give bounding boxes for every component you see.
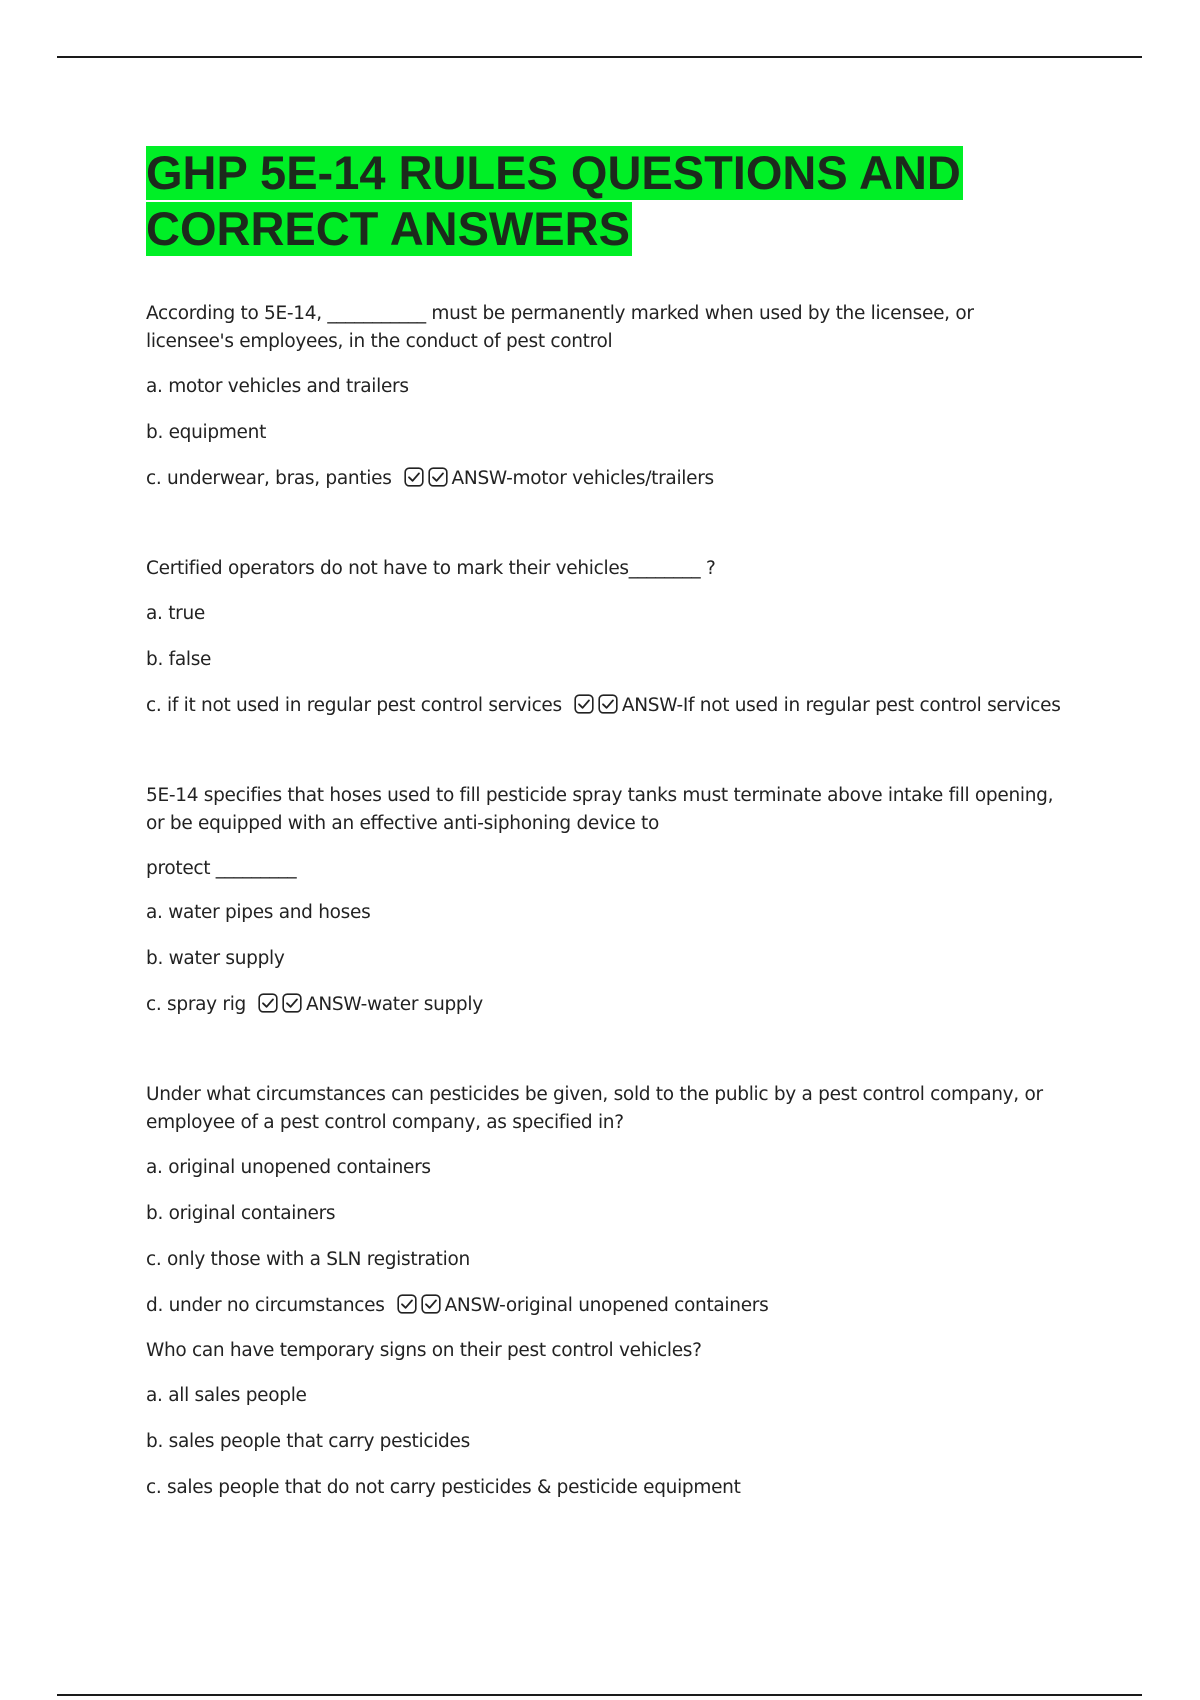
option-d-with-answer (146, 1292, 1066, 1320)
option-c-with-answer (146, 465, 1066, 493)
option-c-with-answer (146, 692, 1066, 720)
answer-checks (574, 695, 622, 716)
option-b: b. sales people that carry pesticides (146, 1431, 470, 1452)
checkbox-checked-icon (258, 993, 278, 1013)
question-text: 5E-14 specifies that hoses used to fill pesticide spray tanks must terminate above intake fill opening, or be equipped with an effective anti-siphoning device to (146, 785, 1054, 834)
option-a: a. all sales people (146, 1385, 307, 1406)
spacer (146, 720, 1066, 782)
option-c: c. if it not used in regular pest control services (146, 695, 562, 716)
option-a: a. motor vehicles and trailers (146, 376, 409, 397)
spacer (146, 493, 1066, 555)
option-b: b. equipment (146, 422, 267, 443)
top-rule (57, 56, 1142, 58)
option-b: b. original containers (146, 1203, 336, 1224)
question-text: Under what circumstances can pesticides be given, sold to the public by a pest control company, or employee of a pest control company, as specified in? (146, 1084, 1043, 1133)
checkbox-checked-icon (421, 1294, 441, 1314)
spacer (146, 1019, 1066, 1081)
checkbox-checked-icon (397, 1294, 417, 1314)
answer-text: ANSW-motor vehicles/trailers (451, 468, 714, 489)
checkbox-checked-icon (282, 993, 302, 1013)
title-highlight: GHP 5E-14 RULES QUESTIONS AND CORRECT ANSWERS (146, 146, 961, 255)
answer-text: ANSW-original unopened containers (444, 1295, 769, 1316)
checkbox-checked-icon (404, 467, 424, 487)
document-body (146, 300, 1066, 1520)
bottom-rule (57, 1694, 1142, 1696)
answer-checks (404, 468, 452, 489)
question-text: Certified operators do not have to mark their vehicles________ ? (146, 558, 716, 579)
page-title (146, 145, 1046, 257)
question-text: According to 5E-14, ___________ must be permanently marked when used by the licensee, or licensee's employees, in the conduct of pest control (146, 303, 974, 352)
question-1 (146, 300, 1066, 493)
option-c: c. spray rig (146, 994, 246, 1015)
option-c: c. only those with a SLN registration (146, 1249, 470, 1270)
option-c-with-answer (146, 991, 1066, 1019)
question-4 (146, 1081, 1066, 1320)
question-text-continued: protect _________ (146, 858, 297, 879)
question-3 (146, 782, 1066, 1019)
checkbox-checked-icon (598, 694, 618, 714)
option-b: b. false (146, 649, 212, 670)
option-a: a. true (146, 603, 205, 624)
checkbox-checked-icon (428, 467, 448, 487)
option-a: a. original unopened containers (146, 1157, 431, 1178)
option-c: c. underwear, bras, panties (146, 468, 392, 489)
option-a: a. water pipes and hoses (146, 902, 371, 923)
option-b: b. water supply (146, 948, 285, 969)
question-2 (146, 555, 1066, 720)
question-5 (146, 1337, 1066, 1502)
answer-checks (258, 994, 306, 1015)
option-d: d. under no circumstances (146, 1295, 385, 1316)
checkbox-checked-icon (574, 694, 594, 714)
spacer (146, 1320, 1066, 1337)
answer-text: ANSW-If not used in regular pest control services (621, 695, 1061, 716)
question-text: Who can have temporary signs on their pest control vehicles? (146, 1340, 702, 1361)
answer-checks (397, 1295, 445, 1316)
option-c: c. sales people that do not carry pesticides & pesticide equipment (146, 1477, 741, 1498)
answer-text: ANSW-water supply (305, 994, 483, 1015)
